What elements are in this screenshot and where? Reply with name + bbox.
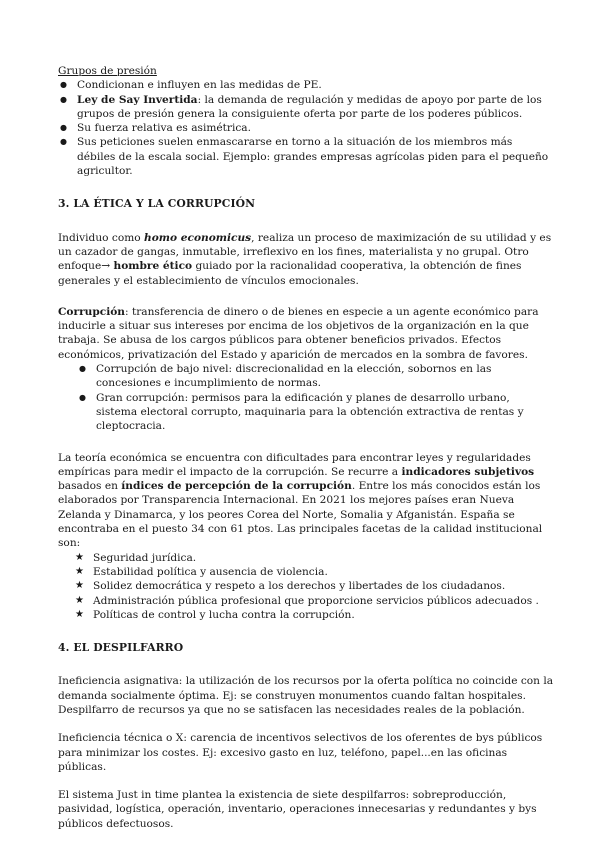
list-item: ● Condicionan e influyen en las medidas de PE. xyxy=(58,78,554,92)
star-icon: ★ xyxy=(75,565,84,577)
star-icon: ★ xyxy=(75,608,84,620)
list-item: ★ Seguridad jurídica. xyxy=(75,551,197,564)
pressure-groups-list xyxy=(58,78,554,178)
just-in-time-paragraph: El sistema Just in time plantea la existencia de siete despilfarros: sobreproducción, pasividad, logística, operación, inventario, operaciones innecesarias y redundantes y bys públicos defectuosos. xyxy=(58,789,537,830)
corruption-types-list xyxy=(58,362,554,433)
corruption-definition: Corrupción: transferencia de dinero o de bienes en especie a un agente económico para inducirle a situar sus intereses por encima de los objetivos de la organización en la que trabaja. Se abusa de los cargos públicos para obtener beneficios privados. Efectos económicos, privatización del Estado y aparición de mercados en la sombra de favores. xyxy=(58,305,539,361)
list-item: ★ Estabilidad política y ausencia de violencia. xyxy=(75,565,328,578)
star-icon: ★ xyxy=(75,551,84,563)
list-item: ★ Solidez democrática y respeto a los derechos y libertades de los ciudadanos. xyxy=(75,580,506,593)
list-item: ★ Administración pública profesional que proporcione servicios públicos adecuados . xyxy=(75,594,539,607)
list-item: ● Ley de Say Invertida: la demanda de regulación y medidas de apoyo por parte de los grupos de presión genera la consiguiente oferta por parte de los poderes públicos. xyxy=(58,93,554,122)
economic-theory-paragraph: La teoría económica se encuentra con dificultades para encontrar leyes y regularidades empíricas para medir el impacto de la corrupción. Se recurre a indicadores subjetivos basados en índices de percepción de la corrupción. Entre los más conocidos están los elaborados por Transparencia Internacional. En 2021 los mejores países eran Nueva Zelanda y Dinamarca, y los peores Corea del Norte, Somalia y Afganistán. España se encontraba en el puesto 34 con 61 ptos. Las principales facetas de la calidad institucional son: xyxy=(58,451,543,550)
list-item: ● Sus peticiones suelen enmascararse en torno a la situación de los miembros más débiles de la escala social. Ejemplo: grandes empresas agrícolas piden para el pequeño agricultor. xyxy=(58,135,554,178)
star-icon: ★ xyxy=(75,594,84,606)
allocative-inefficiency-paragraph: Ineficiencia asignativa: la utilización de los recursos por la oferta política no coincide con la demanda socialmente óptima. Ej: se construyen monumentos cuando faltan hospitales. Despilfarro de recursos ya que no se satisfacen las necesidades reales de la población. xyxy=(58,675,554,716)
institutional-facets-list xyxy=(58,551,554,622)
list-item: ● Gran corrupción: permisos para la edificación y planes de desarrollo urbano, sistema electoral corrupto, maquinaria para la obtención extractiva de rentas y cleptocracia. xyxy=(77,391,554,434)
pressure-groups-title: Grupos de presión xyxy=(58,65,157,77)
star-icon: ★ xyxy=(75,580,84,592)
document-page xyxy=(58,64,554,831)
list-item: ● Su fuerza relativa es asimétrica. xyxy=(58,121,554,135)
homo-economicus-paragraph: Individuo como homo economicus, realiza un proceso de maximización de su utilidad y es un cazador de gangas, inmutable, irreflexivo en los fines, materialista y no grupal. Otro enfoque→ hombre ético guiado por la racionalidad cooperativa, la obtención de fines generales y el establecimiento de vínculos emocionales. xyxy=(58,231,552,287)
list-item: ● Corrupción de bajo nivel: discrecionalidad en la elección, sobornos en las concesiones e incumplimiento de normas. xyxy=(77,362,554,391)
section-4-heading: 4. EL DESPILFARRO xyxy=(58,641,184,655)
technical-inefficiency-paragraph: Ineficiencia técnica o X: carencia de incentivos selectivos de los oferentes de bys públicos para minimizar los costes. Ej: excesivo gasto en luz, teléfono, papel...en las oficinas públicas. xyxy=(58,732,543,773)
say-law-term: Ley de Say Invertida xyxy=(77,93,198,106)
list-item: ★ Políticas de control y lucha contra la corrupción. xyxy=(75,608,355,621)
section-3-heading: 3. LA ÉTICA Y LA CORRUPCIÓN xyxy=(58,197,256,211)
